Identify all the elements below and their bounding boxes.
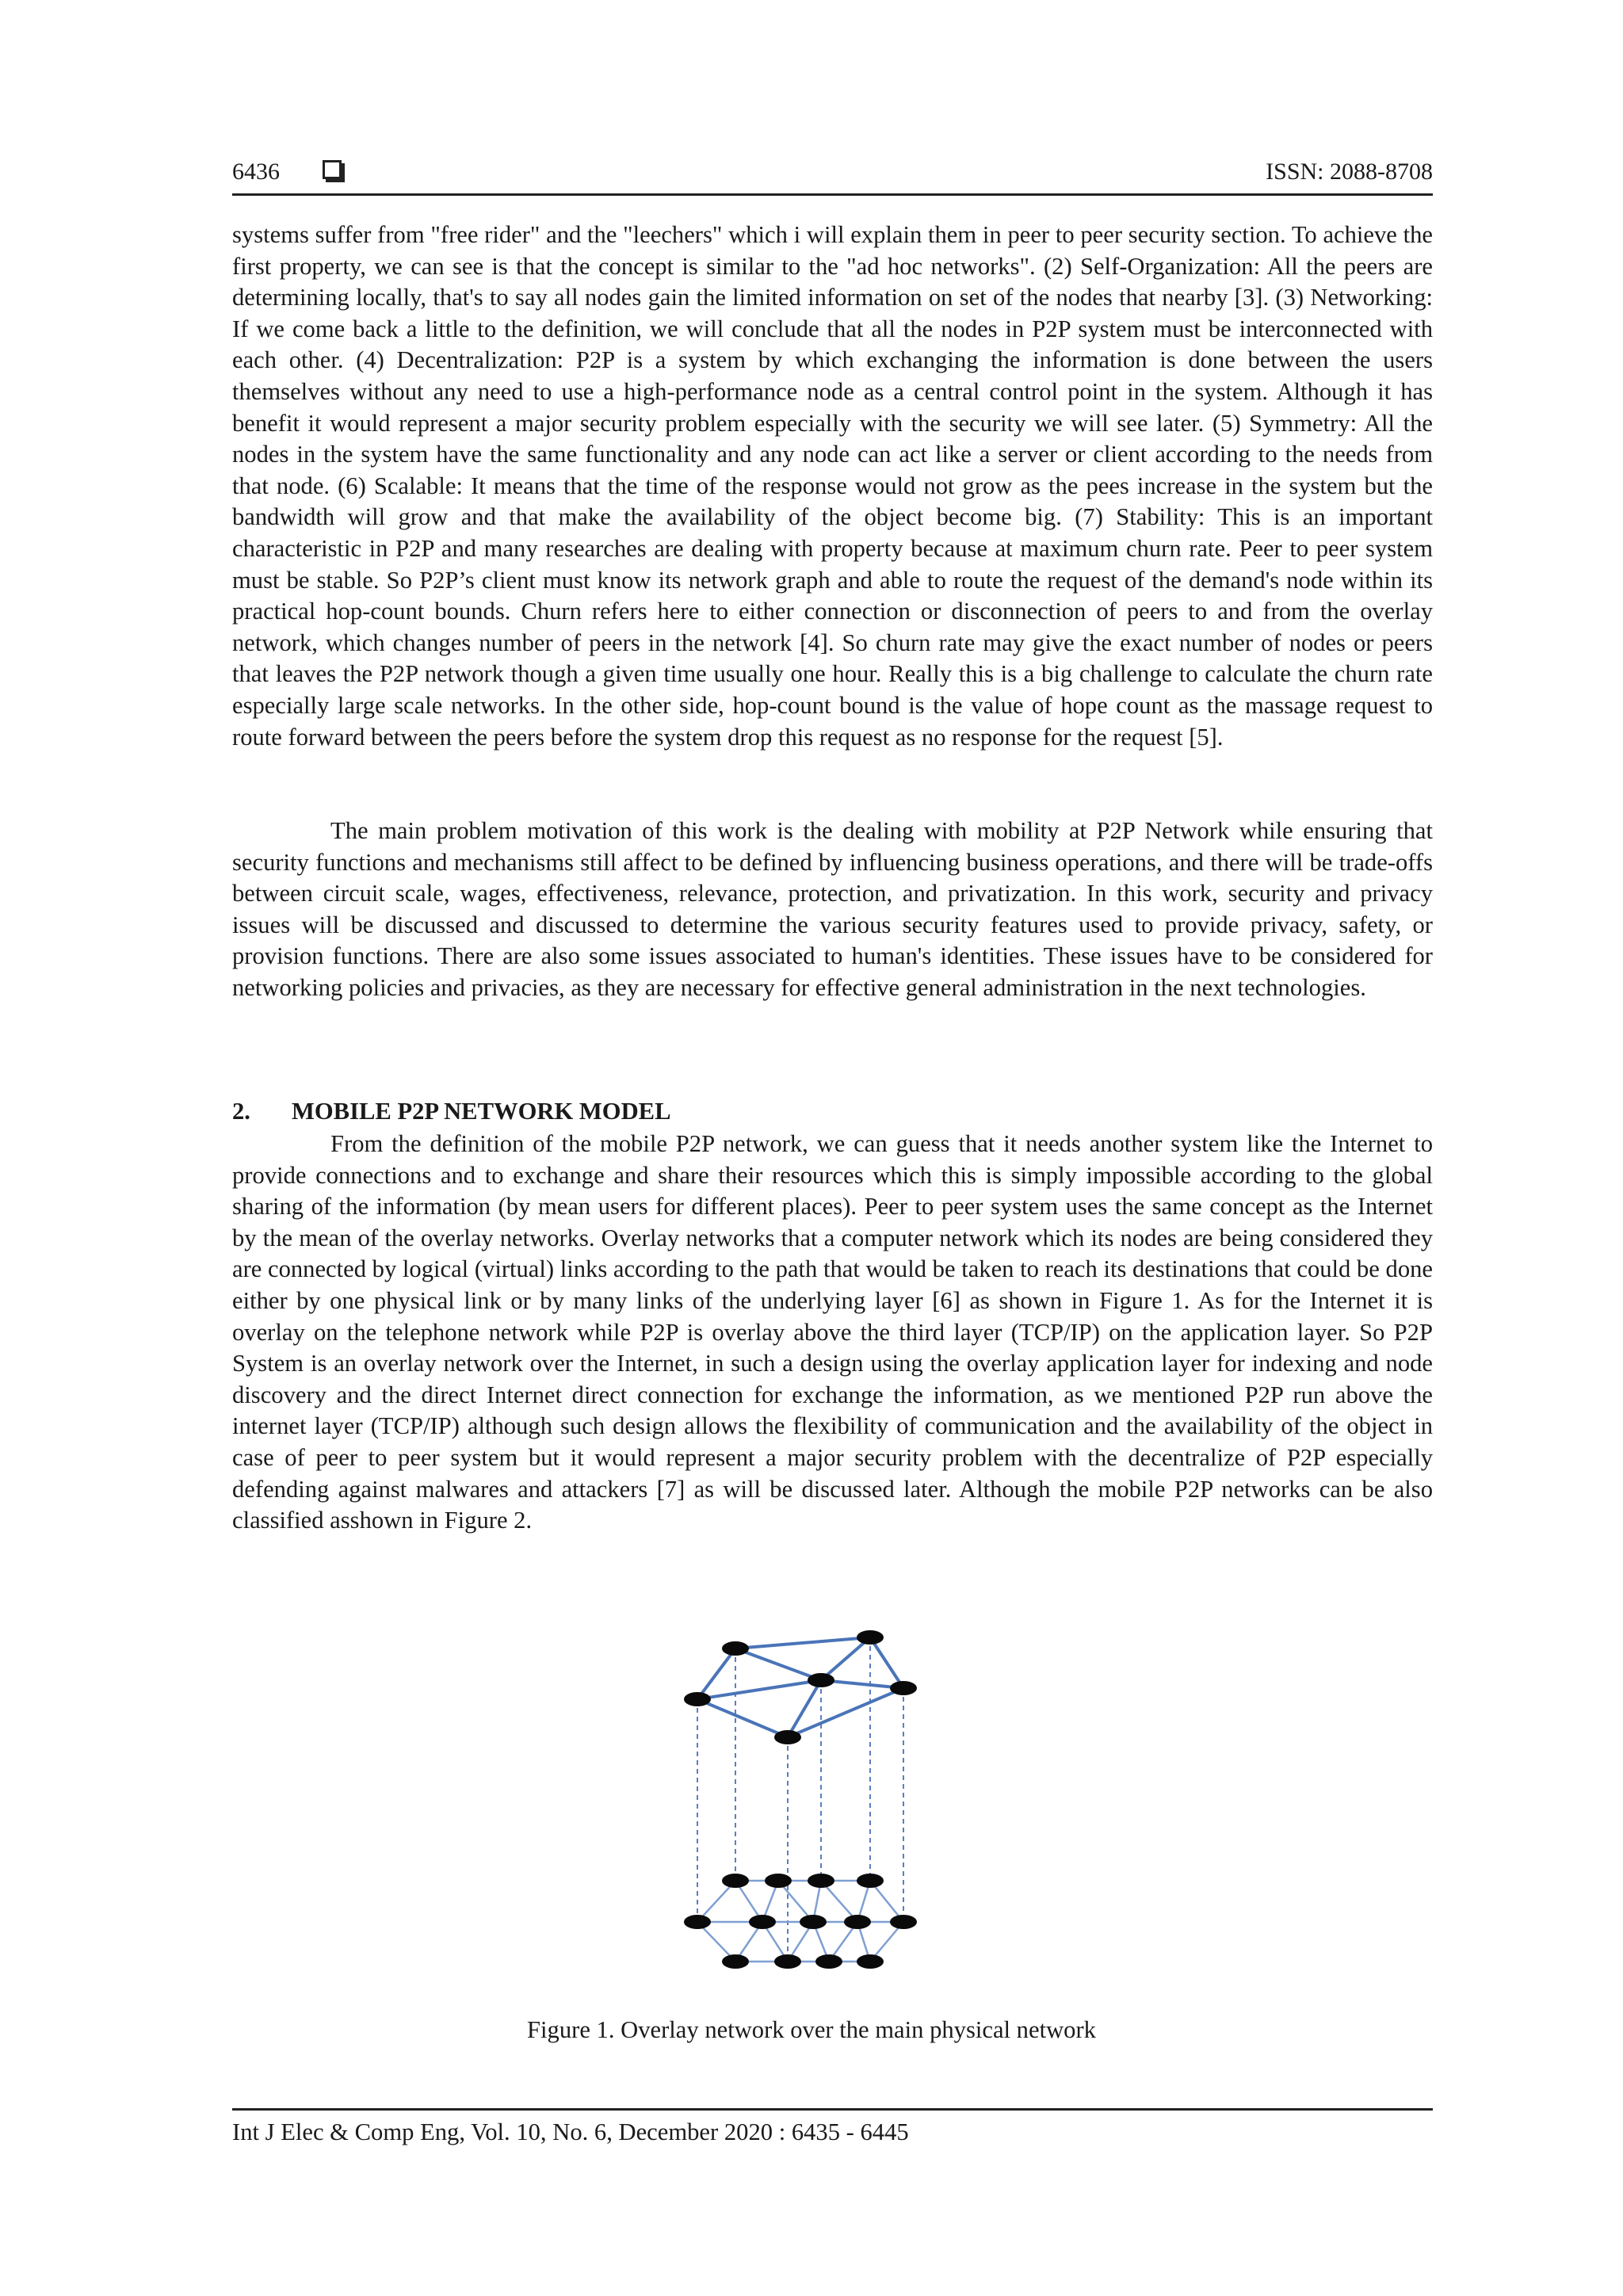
paragraph-1 [232, 220, 1433, 753]
paragraph-text: systems suffer from "free rider" and the "leechers" which i will explain them in peer to peer security section. To achieve the first property, we can see is that the concept is similar to the "ad hoc networks". (2) Self-Organization: All the peers are determining locally, that's to say all nodes gain the limited information on set of the nodes that nearby [3]. (3) Networking: If we come back a little to the definition, we will conclude that all the nodes in P2P system must be interconnected with each other. (4) Decentralization: P2P is a system by which exchanging the information is done between the users themselves without any need to use a high-performance node as a central control point in the system. Although it has benefit it would represent a major security problem especially with the security we will see later. (5) Symmetry: All the nodes in the system have the same functionality and any node can act like a server or client according to the needs from that node. (6) Scalable: It means that the time of the response would not grow as the pees increase in the system but the bandwidth will grow and that make the availability of the object become big. (7) Stability: This is an important characteristic in P2P and many researches are dealing with property because at maximum churn rate. Peer to peer system must be stable. So P2P’s client must know its network graph and able to route the request of the demand's node within its practical hop-count bounds. Churn refers here to either connection or disconnection of peers to and from the overlay network, which changes number of peers in the network [4]. So churn rate may give the exact number of nodes or peers that leaves the P2P network though a given time usually one hour. Really this is a big challenge to calculate the churn rate especially large scale networks. In the other side, hop-count bound is the value of hope count as the massage request to route forward between the peers before the system drop this request as no response for the request [5]. [232, 221, 1433, 751]
section-number: 2. [232, 1098, 250, 1125]
paragraph-3 [232, 1129, 1433, 1537]
figure-caption: Figure 1. Overlay network over the main physical network [527, 2016, 1096, 2043]
page-number: 6436 [232, 159, 280, 185]
paragraph-text: From the definition of the mobile P2P network, we can guess that it needs another system like the Internet to provide connections and to exchange and share their resources which this is simply impossible according to the global sharing of the information (by mean users for different places). Peer to peer system uses the same concept as the Internet by the mean of the overlay networks. Overlay networks that a computer network which its nodes are being considered they are connected by logical (virtual) links according to the path that would be taken to reach its destinations that could be done either by one physical link or by many links of the underlying layer [6] as shown in Figure 1. As for the Internet it is overlay on the telephone network while P2P is overlay above the third layer (TCP/IP) on the application layer. So P2P System is an overlay network over the Internet, in such a design using the overlay application layer for indexing and node discovery and the direct Internet direct connection for exchange the information, as we mentioned P2P run above the internet layer (TCP/IP) although such design allows the flexibility of communication and the availability of the object in case of peer to peer system but it would represent a major security problem with the decentralize of P2P especially defending against malwares and attackers [7] as will be discussed later. Although the mobile P2P networks can be also classified asshown in Figure 2. [232, 1130, 1433, 1534]
paragraph-2 [232, 816, 1433, 1004]
section-title: MOBILE P2P NETWORK MODEL [292, 1098, 671, 1125]
page-header [232, 149, 1433, 196]
page-footer [232, 2108, 1433, 2146]
network-diagram [674, 1617, 983, 1981]
overlay-network-figure [674, 1617, 983, 1981]
section-heading [232, 1098, 671, 1125]
issn: ISSN: 2088-8708 [1266, 159, 1433, 185]
journal-citation: Int J Elec & Comp Eng, Vol. 10, No. 6, December 2020 : 6435 - 6445 [232, 2118, 909, 2145]
square-bullet-icon [323, 160, 342, 179]
paragraph-text: The main problem motivation of this work is the dealing with mobility at P2P Network while ensuring that security functions and mechanisms still affect to be defined by influencing business operations, and there will be trade-offs between circuit scale, wages, effectiveness, relevance, protection, and privatization. In this work, security and privacy issues will be discussed and discussed to determine the various security features used to provide privacy, safety, or provision functions. There are also some issues associated to human's identities. These issues have to be considered for networking policies and privacies, as they are necessary for effective general administration in the next technologies. [232, 817, 1433, 1001]
